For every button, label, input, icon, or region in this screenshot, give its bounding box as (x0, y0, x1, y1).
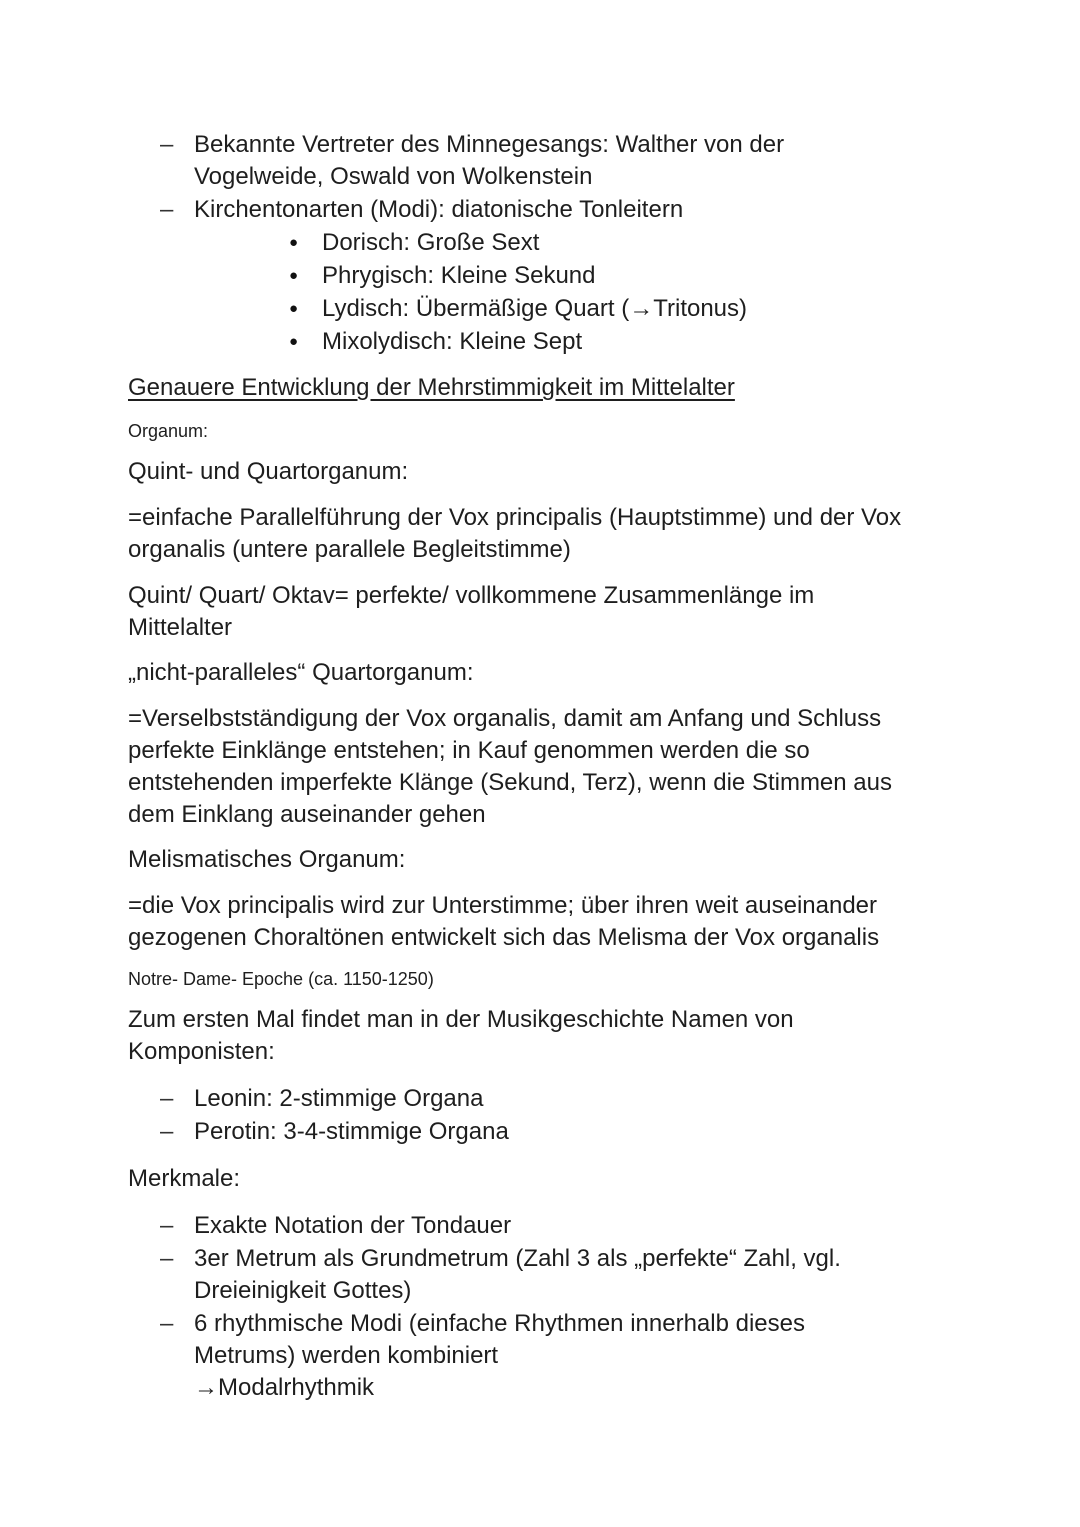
feature-notation: – Exakte Notation der Tondauer (194, 1210, 974, 1242)
perfect-intervals: Quint/ Quart/ Oktav= perfekte/ vollkommene Zusammenlänge im Mittelalter (128, 582, 815, 641)
notre-dame-label: Notre- Dame- Epoche (ca. 1150-1250) (128, 969, 434, 989)
modalrhythmik: →Modalrhythmik (194, 1374, 375, 1401)
feature-metrum: – 3er Metrum als Grundmetrum (Zahl 3 als „perfekte“ Zahl, vgl. Dreieinigkeit Gottes) (194, 1243, 894, 1307)
mode-mixolydisch: ● Mixolydisch: Kleine Sept (322, 326, 582, 358)
list-item-kirchentonarten: – Kirchentonarten (Modi): diatonische Tonleitern (194, 194, 974, 226)
section-heading: Genauere Entwicklung der Mehrstimmigkeit im Mittelalter (128, 374, 735, 401)
mode-phrygisch: ● Phrygisch: Kleine Sekund (322, 260, 596, 292)
features-label: Merkmale: (128, 1165, 241, 1192)
nonparallel-title: „nicht-paralleles“ Quartorganum: (128, 659, 474, 686)
quint-title: Quint- und Quartorganum: (128, 458, 409, 485)
list-item-minnesang: – Bekannte Vertreter des Minnegesangs: Walther von der Vogelweide, Oswald von Wolkenstein (194, 129, 854, 193)
mode-lydisch: ● Lydisch: Übermäßige Quart (→Tritonus) (322, 293, 747, 325)
mode-dorisch: ● Dorisch: Große Sext (322, 227, 539, 259)
composer-perotin: – Perotin: 3-4-stimmige Organa (194, 1116, 974, 1148)
organum-label: Organum: (128, 421, 209, 441)
notre-dame-intro: Zum ersten Mal findet man in der Musikgeschichte Namen von Komponisten: (128, 1006, 794, 1065)
nonparallel-definition: =Verselbstständigung der Vox organalis, damit am Anfang und Schluss perfekte Einklänge entstehen; in Kauf genommen werden die so entstehenden imperfekte Klänge (Sekund, Terz), wenn die Stimmen aus dem Einklang auseinander gehen (128, 705, 892, 828)
feature-modi: – 6 rhythmische Modi (einfache Rhythmen innerhalb dieses Metrums) werden kombiniert (194, 1308, 854, 1372)
melisma-title: Melismatisches Organum: (128, 846, 406, 873)
composer-leonin: – Leonin: 2-stimmige Organa (194, 1083, 974, 1115)
melisma-definition: =die Vox principalis wird zur Unterstimme; über ihren weit auseinander gezogenen Choraltönen entwickelt sich das Melisma der Vox organalis (128, 892, 880, 951)
quint-definition: =einfache Parallelführung der Vox principalis (Hauptstimme) und der Vox organalis (untere parallele Begleitstimme) (128, 504, 902, 563)
